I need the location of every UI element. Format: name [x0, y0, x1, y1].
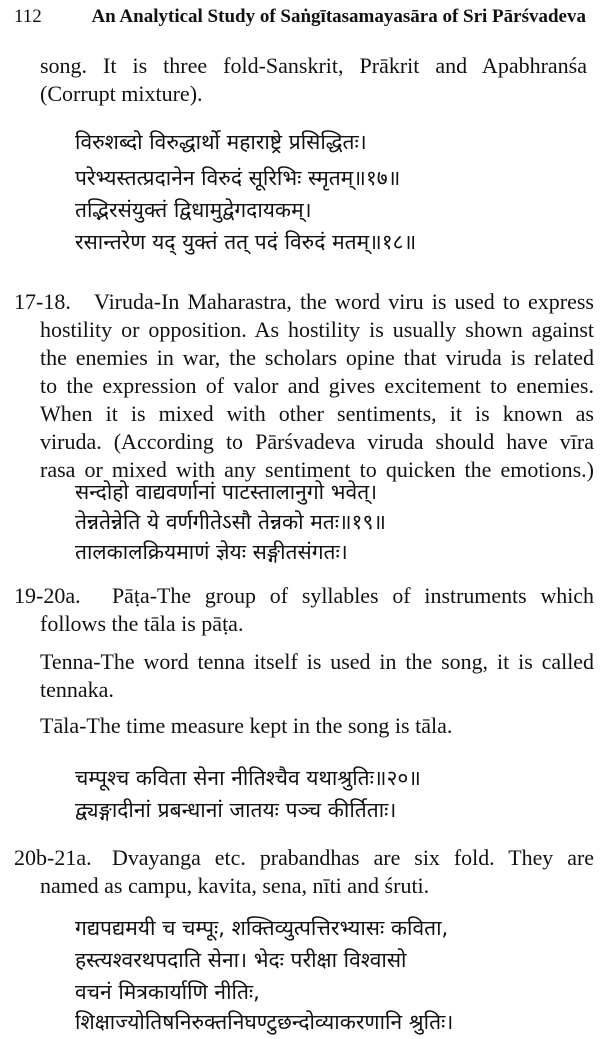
tala-line: Tāla-The time measure kept in the song is tāla.: [40, 713, 453, 738]
paragraph-line: When it is mixed with other sentiments, it is known as: [40, 401, 594, 426]
paragraph-number: 17-18.: [14, 289, 71, 314]
intro-line: song. It is three fold-Sanskrit, Prākrit and Apabhranśa: [40, 53, 587, 78]
sanskrit-verse-line: वचनं मित्रकार्याणि नीतिः,: [75, 980, 260, 1004]
sanskrit-verse-line: गद्यपद्यमयी च चम्पूः, शक्तिव्युत्पत्तिरभ्यासः कविता,: [75, 916, 449, 940]
sanskrit-verse-line: शिक्षाज्योतिषनिरुक्तनिघण्टुछन्दोव्याकरणानि श्रुतिः।: [75, 1010, 454, 1034]
sanskrit-verse-line: परेभ्यस्तत्प्रदानेन विरुदं सूरिभिः स्मृतम्॥१७॥: [75, 166, 401, 190]
paragraph-line: named as campu, kavita, sena, nīti and śruti.: [40, 873, 430, 898]
paragraph-line: hostility or opposition. As hostility is usually shown against: [40, 317, 594, 342]
sanskrit-verse-line: सन्दोहो वाद्यवर्णानां पाटस्तालानुगो भवेत्।: [75, 480, 378, 504]
paragraph-number: 20b-21a.: [14, 845, 92, 870]
intro-line: (Corrupt mixture).: [40, 81, 203, 106]
paragraph-line: the enemies in war, the scholars opine that viruda is related: [40, 345, 594, 370]
sanskrit-verse-line: रसान्तरेण यद् युक्तं तत् पदं विरुदं मतम्॥१८॥: [75, 230, 417, 254]
sanskrit-verse-line: तालकालक्रियमाणं ज्ञेयः सङ्गीतसंगतः।: [75, 540, 348, 564]
paragraph-line: Dvayanga etc. prabandhas are six fold. They are: [112, 845, 594, 870]
page-number: 112: [14, 6, 42, 27]
paragraph-line: Pāṭa-The group of syllables of instruments which: [112, 583, 594, 608]
sanskrit-verse-line: द्व्यङ्गादीनां प्रबन्धानां जातयः पञ्च कीर्तिताः।: [75, 798, 397, 822]
sanskrit-verse-line: तेन्नतेन्नेति ये वर्णगीतेऽसौ तेन्नको मतः॥१९॥: [75, 510, 386, 534]
paragraph-number: 19-20a.: [14, 583, 81, 608]
paragraph-line: to the expression of valor and gives excitement to enemies.: [40, 373, 594, 398]
running-title: An Analytical Study of Saṅgītasamayasāra of Sri Pārśvadeva: [91, 6, 586, 27]
paragraph-line: Viruda-In Maharastra, the word viru is used to express: [94, 289, 594, 314]
sanskrit-verse-line: चम्पूश्च कविता सेना नीतिश्चैव यथाश्रुतिः॥२०॥: [75, 766, 421, 790]
sanskrit-verse-line: हस्त्यश्वरथपदाति सेना। भेदः परीक्षा विश्वासो: [75, 948, 407, 972]
sanskrit-verse-line: विरुशब्दो विरुद्धार्थो महाराष्ट्रे प्रसिद्धितः।: [75, 130, 367, 154]
paragraph-line: viruda. (According to Pārśvadeva viruda should have vīra: [40, 429, 594, 454]
paragraph-line: follows the tāla is pāṭa.: [40, 611, 244, 636]
tenna-line: tennaka.: [40, 677, 114, 702]
tenna-line: Tenna-The word tenna itself is used in the song, it is called: [40, 649, 594, 674]
sanskrit-verse-line: तद्भिरसंयुक्तं द्विधामुद्वेगदायकम्।: [75, 198, 312, 222]
paragraph-line: rasa or mixed with any sentiment to quicken the emotions.): [40, 457, 594, 482]
